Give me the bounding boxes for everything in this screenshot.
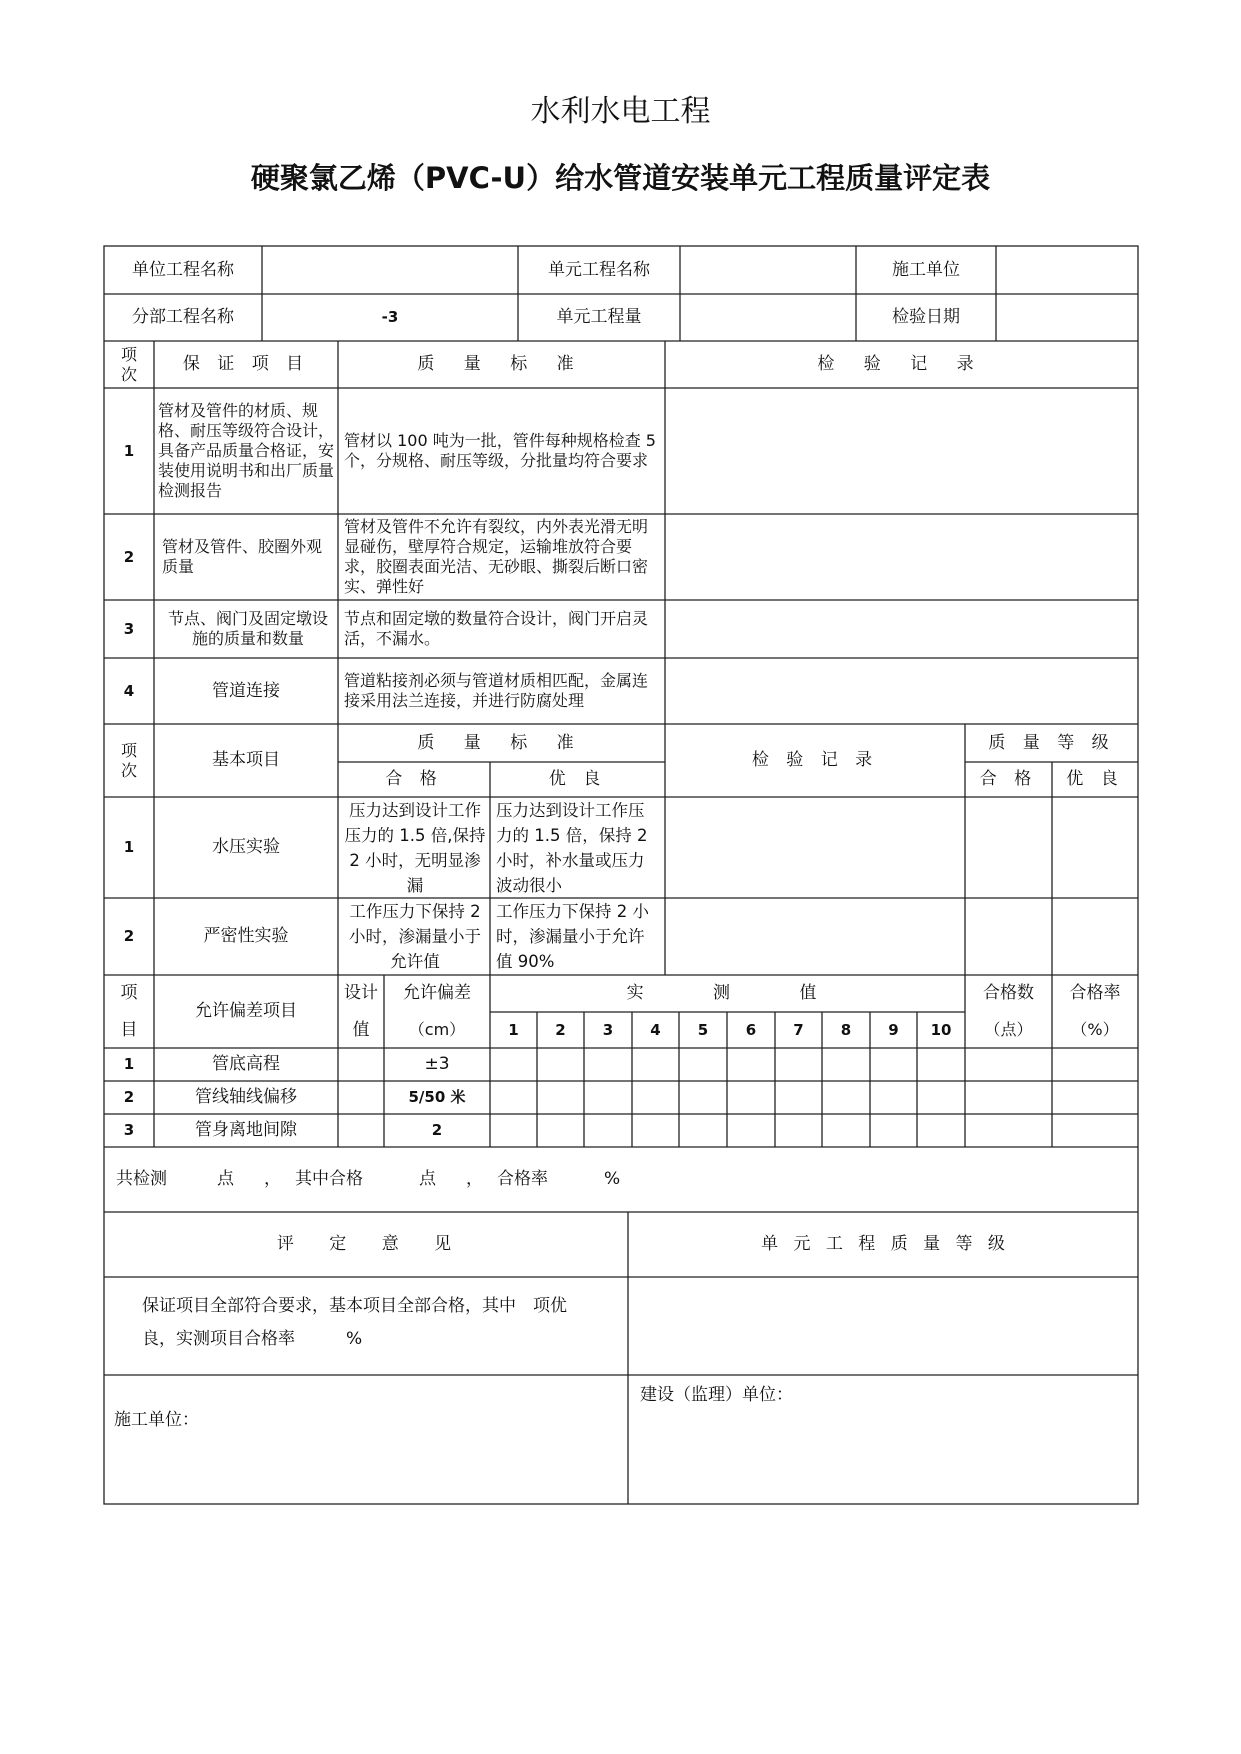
summary-total-unit: 点: [217, 1169, 234, 1189]
basic-row-good-standard: 压力达到设计工作压力的 1.5 倍，保持 2 小时，补水量或压力波动很小: [496, 800, 648, 895]
tolerance-no-header-bottom: 目: [120, 1019, 138, 1040]
basic-row-pass-standard: 压力达到设计工作压力的 1.5 倍,保持 2 小时，无明显渗漏: [344, 800, 486, 895]
point-number: 6: [745, 1020, 757, 1039]
supervisor-sign-label: 建设（监理）单位：: [640, 1385, 793, 1405]
opinion-header: 评 定 意 见: [276, 1234, 456, 1254]
point-number: 4: [650, 1020, 661, 1039]
basic-no-header: 项次: [120, 740, 137, 780]
guarantee-row-standard: 管道粘接剂必须与管道材质相匹配，金属连接采用法兰连接，并进行防腐处理: [344, 671, 649, 710]
division-field[interactable]: -3: [381, 308, 399, 326]
basic-grade-good-header: 优 良: [1066, 769, 1124, 789]
basic-row-grade-good[interactable]: [1052, 797, 1138, 898]
tolerance-row-no: 2: [123, 1088, 135, 1106]
contractor-sign-area[interactable]: [104, 1440, 628, 1500]
basic-row-good-standard: 工作压力下保持 2 小时，渗漏量小于允许值 90%: [496, 902, 649, 971]
guarantee-row-no: 1: [123, 441, 135, 460]
point-number: 8: [840, 1020, 852, 1039]
basic-pass-header: 合 格: [385, 769, 443, 789]
form-title: 硬聚氯乙烯（PVC-U）给水管道安装单元工程质量评定表: [250, 161, 991, 195]
guarantee-row-record[interactable]: [665, 658, 1138, 724]
basic-row-grade-good[interactable]: [1052, 898, 1138, 975]
basic-good-header: 优 良: [548, 769, 607, 789]
element-project-label: 单元工程名称: [548, 259, 650, 280]
basic-row-grade-pass[interactable]: [965, 898, 1052, 975]
guarantee-row-record[interactable]: [665, 600, 1138, 658]
grade-value-field[interactable]: [628, 1277, 1138, 1375]
point-number: 5: [697, 1020, 709, 1039]
point-number: 10: [930, 1020, 952, 1039]
supervisor-sign-area[interactable]: [628, 1420, 1138, 1500]
basic-row-record[interactable]: [665, 797, 965, 898]
basic-record-header: 检 验 记 录: [751, 750, 879, 770]
basic-row-grade-pass[interactable]: [965, 797, 1052, 898]
guarantee-row-no: 3: [123, 619, 135, 638]
tolerance-row-design[interactable]: [338, 1114, 384, 1147]
tolerance-row-design[interactable]: [338, 1048, 384, 1081]
grade-header: 单 元 工 程 质 量 等 级: [761, 1234, 1005, 1254]
summary-pass-unit: 点: [419, 1169, 436, 1189]
basic-item-header: 基本项目: [212, 750, 280, 770]
basic-row-no: 2: [123, 927, 135, 945]
tolerance-row-item: 管线轴线偏移: [195, 1087, 297, 1107]
unit-project-label: 单位工程名称: [132, 259, 234, 280]
tolerance-design-header-bottom: 值: [352, 1019, 370, 1040]
guarantee-row-item: 管材及管件、胶圈外观质量: [162, 537, 323, 576]
contractor-label: 施工单位: [892, 259, 960, 280]
guarantee-row-no: 4: [123, 681, 135, 700]
summary-comma: ，: [466, 1169, 483, 1189]
guarantee-row-item: 节点、阀门及固定墩设施的质量和数量: [167, 609, 328, 648]
tolerance-measured-header: 实 测 值: [626, 983, 829, 1003]
basic-row-record[interactable]: [665, 898, 965, 975]
tolerance-row-allow: 5/50 米: [408, 1088, 466, 1106]
basic-standard-header: 质 量 标 准: [417, 732, 586, 753]
point-number: 9: [888, 1020, 899, 1039]
guarantee-record-header: 检 验 记 录: [817, 354, 986, 374]
tolerance-row-allow: 2: [431, 1121, 443, 1139]
element-project-field[interactable]: [680, 246, 856, 294]
tolerance-row-no: 1: [123, 1055, 135, 1073]
contractor-sign-label: 施工单位：: [114, 1409, 199, 1430]
tolerance-row-item: 管底高程: [212, 1054, 280, 1074]
basic-row-no: 1: [123, 838, 135, 856]
form-subtitle: 水利水电工程: [530, 94, 711, 129]
tolerance-no-header-top: 项: [120, 983, 138, 1003]
point-number: 1: [508, 1020, 519, 1039]
guarantee-row-record[interactable]: [665, 514, 1138, 600]
guarantee-row-standard: 管材以 100 吨为一批，管件每种规格检查 5 个，分规格、耐压等级，分批量均符合要求: [344, 431, 656, 470]
guarantee-row-record[interactable]: [665, 388, 1138, 514]
guarantee-row-standard: 节点和固定墩的数量符合设计，阀门开启灵活，不漏水。: [344, 609, 649, 648]
tolerance-allow-header-top: 允许偏差: [403, 983, 471, 1003]
point-number: 2: [555, 1020, 566, 1039]
guarantee-row-standard: 管材及管件不允许有裂纹，内外表光滑无明显碰伤，壁厚符合规定，运输堆放符合要求，胶圈表面光洁、无砂眼、撕裂后断口密实、弹性好: [344, 517, 649, 596]
tolerance-row-item: 管身离地间隙: [195, 1120, 297, 1140]
summary-total-label: 共检测: [116, 1169, 167, 1189]
summary-line: [104, 1147, 1138, 1212]
tolerance-count-header-top: 合格数: [983, 983, 1034, 1003]
tolerance-row-no: 3: [123, 1121, 135, 1139]
tolerance-design-header-top: 设计: [344, 983, 378, 1003]
summary-rate-label: 合格率: [497, 1169, 548, 1189]
tolerance-rate-header-top: 合格率: [1069, 983, 1121, 1003]
basic-row-pass-standard: 工作压力下保持 2 小时，渗漏量小于允许值: [349, 902, 481, 971]
opinion-text-line2: 良，实测项目合格率 %: [142, 1329, 363, 1349]
guarantee-item-header: 保 证 项 目: [182, 354, 310, 374]
guarantee-row-item: 管材及管件的材质、规格、耐压等级符合设计，具备产品质量合格证，安装使用说明书和出厂质量检测报告: [158, 401, 335, 500]
guarantee-no-header: 项次: [120, 344, 137, 384]
guarantee-row-item: 管道连接: [212, 680, 280, 701]
tolerance-row-allow: ±3: [424, 1054, 450, 1074]
opinion-text-line1: 保证项目全部符合要求，基本项目全部合格，其中 项优: [142, 1296, 567, 1316]
basic-grade-pass-header: 合 格: [979, 769, 1038, 789]
tolerance-row-design[interactable]: [338, 1081, 384, 1114]
tolerance-allow-header-bottom: （cm）: [408, 1020, 466, 1039]
tolerance-rate-header-bottom: （%）: [1071, 1020, 1119, 1039]
date-label: 检验日期: [892, 307, 960, 327]
opinion-text: [142, 1290, 622, 1356]
date-field[interactable]: [996, 294, 1138, 341]
summary-pass-label: 其中合格: [295, 1169, 363, 1189]
point-number: 7: [793, 1020, 804, 1039]
contractor-field[interactable]: [996, 246, 1138, 294]
basic-row-item: 水压实验: [212, 837, 280, 857]
tolerance-count-header-bottom: （点）: [984, 1020, 1033, 1039]
quantity-label: 单元工程量: [556, 307, 642, 327]
guarantee-row-no: 2: [123, 547, 135, 566]
division-label: 分部工程名称: [132, 307, 234, 327]
basic-grade-header: 质 量 等 级: [988, 732, 1115, 753]
point-number: 3: [602, 1020, 614, 1039]
quantity-field[interactable]: [680, 294, 856, 341]
guarantee-standard-header: 质 量 标 准: [417, 354, 586, 374]
basic-row-item: 严密性实验: [203, 926, 289, 946]
tolerance-item-header: 允许偏差项目: [195, 1001, 297, 1021]
unit-project-field[interactable]: [262, 246, 518, 294]
summary-percent: %: [604, 1169, 621, 1189]
summary-comma: ，: [264, 1169, 281, 1189]
